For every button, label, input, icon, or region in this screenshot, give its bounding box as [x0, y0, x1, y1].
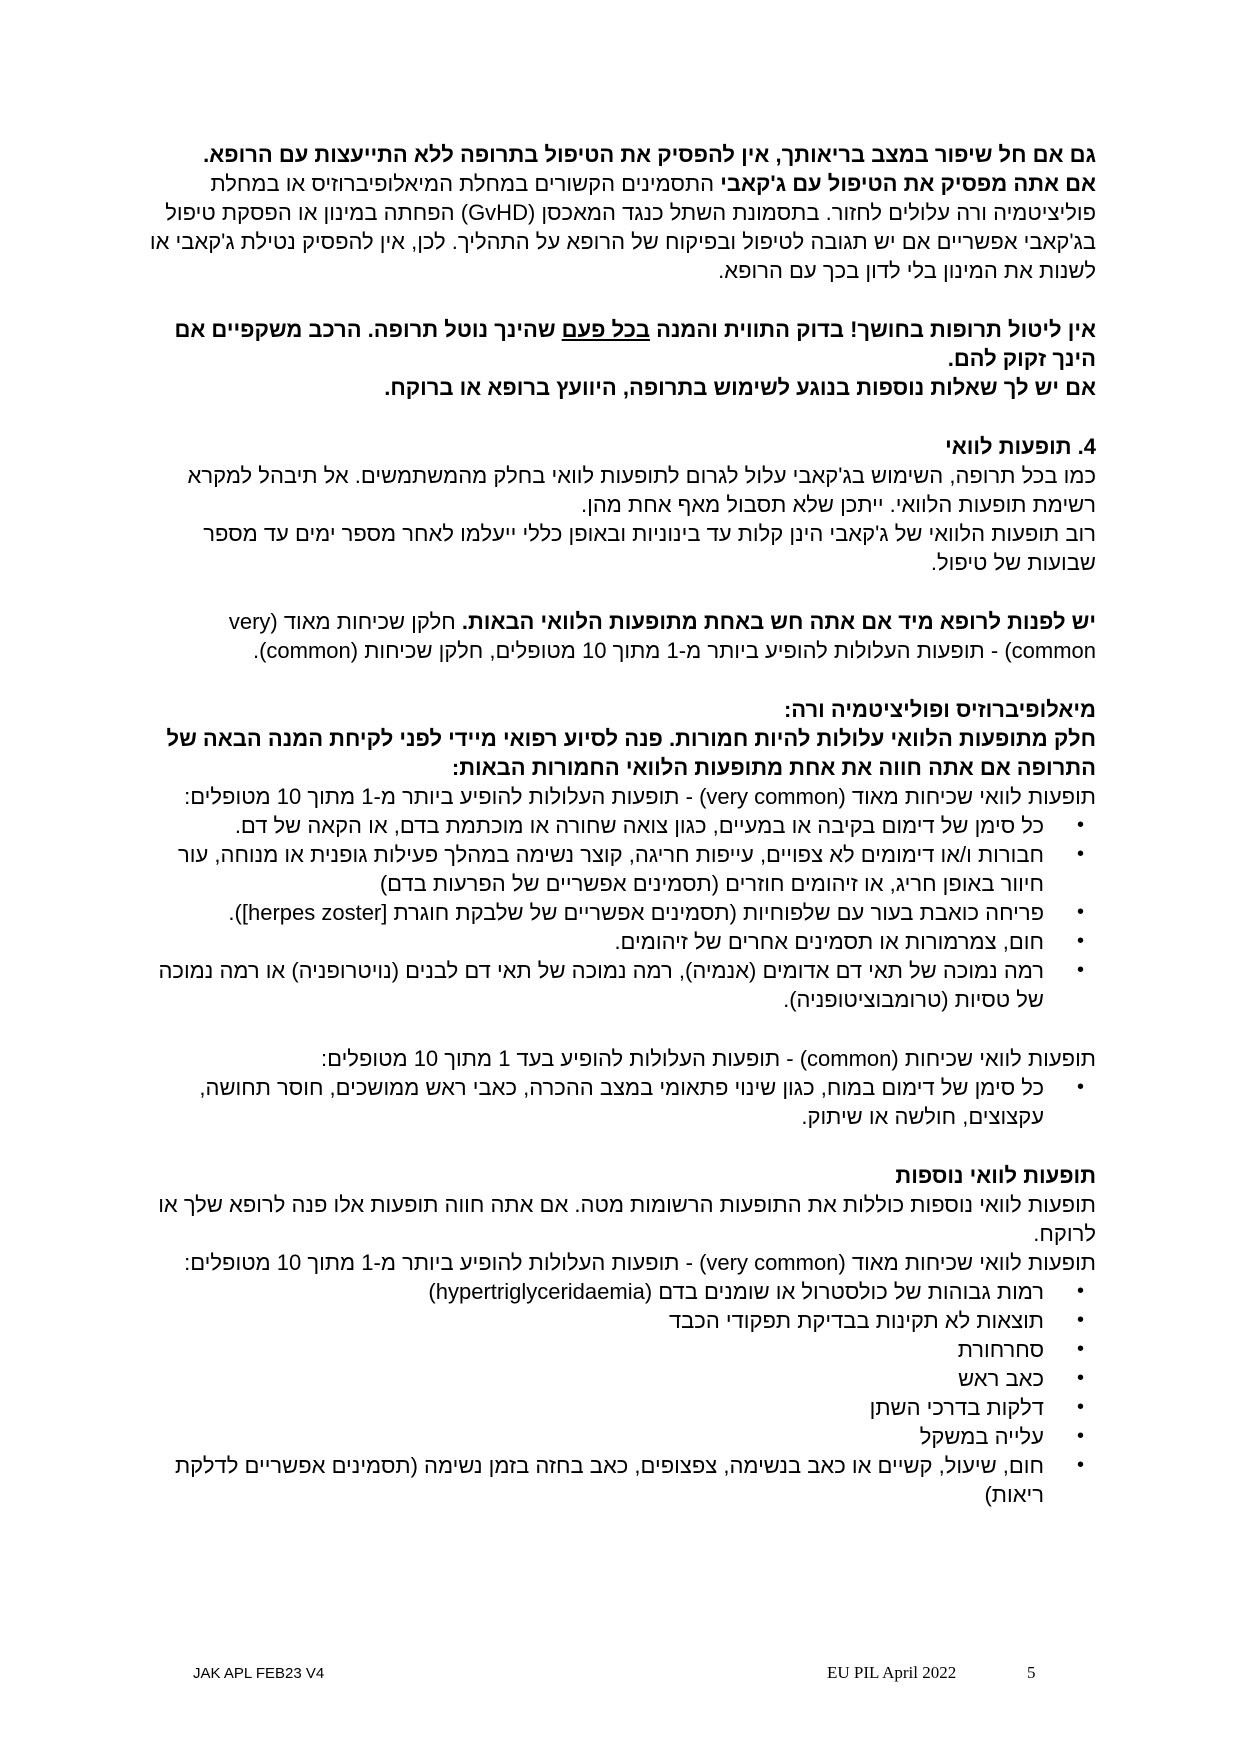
list-item: • חום, צמרמורות או תסמינים אחרים של זיהומים. [148, 927, 1044, 956]
list-item: • פריחה כואבת בעור עם שלפוחיות (תסמינים אפשריים של שלבקת חוגרת [herpes zoster]). [148, 898, 1044, 927]
list-item: • תוצאות לא תקינות בבדיקת תפקודי הכבד [148, 1306, 1044, 1335]
footer-document-code: JAK APL FEB23 V4 [193, 1665, 325, 1682]
stop-treatment-paragraph [148, 169, 1096, 285]
very-common-intro: תופעות לוואי שכיחות מאוד (very common) - תופעות העלולות להופיע ביותר מ-1 מתוך 10 מטופלים: [184, 784, 1096, 809]
darkness-warning-underlined: בכל פעם [561, 317, 650, 342]
list-item: • כל סימן של דימום בקיבה או במעיים, כגון צואה שחורה או מוכתמת בדם, או הקאה של דם. [148, 811, 1044, 840]
list-item: • חום, שיעול, קשיים או כאב בנשימה, צפצופים, כאב בחזה בזמן נשימה (תסמינים אפשריים לדלקת ריאות) [148, 1451, 1044, 1509]
side-effects-mild: רוב תופעות הלוואי של ג'קאבי הינן קלות עד בינוניות ובאופן כללי ייעלמו לאחר מספר ימים עד מספר שבועות של טיפול. [203, 521, 1096, 575]
subheading-mf-pv: מיאלופיברוזיס ופוליציטמיה ורה: [783, 697, 1096, 722]
stop-treatment-lead: אם אתה מפסיק את הטיפול עם ג'קאבי [720, 171, 1096, 196]
questions-paragraph: אם יש לך שאלות נוספות בנוגע לשימוש בתרופה, היוועץ ברופא או ברוקח. [384, 375, 1096, 400]
contact-doctor-paragraph [148, 607, 1096, 665]
common-effects-list [148, 1073, 1096, 1131]
warning-paragraph: גם אם חל שיפור במצב בריאותך, אין להפסיק את הטיפול בתרופה ללא התייעצות עם הרופא. [203, 142, 1096, 167]
list-item: • כל סימן של דימום במוח, כגון שינוי פתאומי במצב ההכרה, כאבי ראש ממושכים, חוסר תחושה, עקצוצים, חולשה או שיתוק. [148, 1073, 1044, 1131]
common-intro: תופעות לוואי שכיחות (common) - תופעות העלולות להופיע בעד 1 מתוך 10 מטופלים: [321, 1046, 1096, 1071]
contact-doctor-lead: יש לפנות לרופא מיד אם אתה חש באחת מתופעות הלוואי הבאות. [461, 609, 1096, 634]
serious-effects-list [148, 811, 1096, 1014]
side-effects-intro: כמו בכל תרופה, השימוש בג'קאבי עלול לגרום לתופעות לוואי בחלק מהמשתמשים. אל תיבהל למקרא רשימת תופעות הלוואי. ייתכן שלא תסבול מאף אחת מהן. [187, 463, 1096, 517]
stop-treatment-text: התסמינים הקשורים במחלת המיאלופיברוזיס או במחלת פוליציטמיה ורה עלולים לחזור. בתסמונת השתל כנגד המאכסן (GvHD) הפחתה במינון או הפסקת טיפול בג'קאבי אפשריים אם יש תגובה לטיפול ובפיקוח של הרופא על התהליך. לכן, אין להפסיק נטילת ג'קאבי או לשנות את המינון בלי לדון בכך עם הרופא. [149, 171, 1096, 283]
serious-effects-heading: חלק מתופעות הלוואי עלולות להיות חמורות. פנה לסיוע רפואי מיידי לפני לקיחת המנה הבאה של התרופה אם אתה חווה את אחת מתופעות הלוואי החמורות הבאות: [166, 726, 1096, 780]
darkness-warning [148, 315, 1096, 373]
additional-very-common-intro: תופעות לוואי שכיחות מאוד (very common) - תופעות העלולות להופיע ביותר מ-1 מתוך 10 מטופלים: [184, 1250, 1096, 1275]
page-number: 5 [1027, 1663, 1036, 1682]
list-item: • כאב ראש [148, 1364, 1044, 1393]
list-item: • דלקות בדרכי השתן [148, 1393, 1044, 1422]
darkness-warning-part1: אין ליטול תרופות בחושך! בדוק התווית והמנה [649, 317, 1096, 342]
leaflet-content [148, 140, 1096, 1509]
additional-effects-list [148, 1277, 1096, 1509]
list-item: • עלייה במשקל [148, 1422, 1044, 1451]
section-heading-side-effects: 4. תופעות לוואי [945, 434, 1096, 459]
list-item: • חבורות ו/או דימומים לא צפויים, עייפות חריגה, קוצר נשימה במהלך פעילות גופנית או מנוחה, עור חיוור באופן חריג, או זיהומים חוזרים (תסמינים אפשריים של הפרעות בדם) [148, 840, 1044, 898]
list-item: • רמה נמוכה של תאי דם אדומים (אנמיה), רמה נמוכה של תאי דם לבנים (נויטרופניה) או רמה נמוכה של טסיות (טרומבוציטופניה). [148, 956, 1044, 1014]
contact-doctor-text: חלקן שכיחות מאוד (very common) - תופעות העלולות להופיע ביותר מ-1 מתוך 10 מטופלים, חלקן שכיחות (common). [228, 609, 1096, 663]
footer-version: EU PIL April 2022 [827, 1663, 957, 1682]
additional-effects-intro: תופעות לוואי נוספות כוללות את התופעות הרשומות מטה. אם אתה חווה תופעות אלו פנה לרופא שלך או לרוקח. [158, 1192, 1096, 1246]
list-item: • רמות גבוהות של כולסטרול או שומנים בדם (hypertriglyceridaemia) [148, 1277, 1044, 1306]
subheading-additional-effects: תופעות לוואי נוספות [895, 1163, 1096, 1188]
darkness-warning-part2: שהינך נוטל תרופה. הרכב משקפיים אם הינך זקוק להם. [174, 317, 1096, 371]
list-item: • סחרחורת [148, 1335, 1044, 1364]
